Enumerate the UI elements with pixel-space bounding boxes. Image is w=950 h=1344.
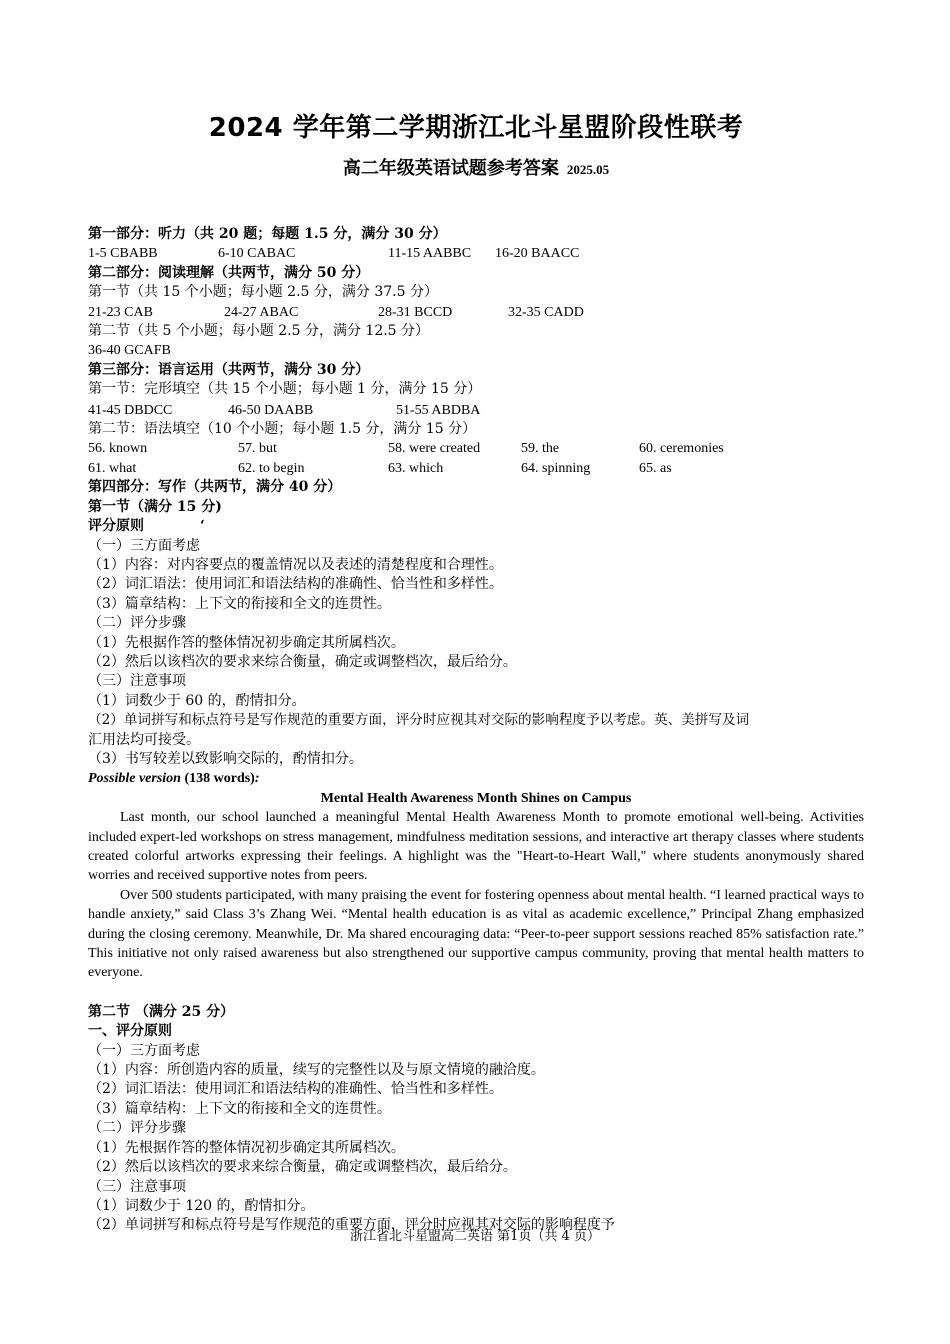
criteria-line: （二）评分步骤 xyxy=(88,615,186,632)
answer-item: 62. to begin xyxy=(238,460,305,476)
part3-sec2-heading: 第二节：语法填空（10 个小题；每小题 1.5 分，满分 15 分） xyxy=(88,421,477,438)
part3-sec1-heading: 第一节：完形填空（共 15 个小题；每小题 1 分，满分 15 分） xyxy=(88,381,482,398)
criteria-line: （1）先根据作答的整体情况初步确定其所属档次。 xyxy=(88,634,405,651)
criteria-line: （2）词汇语法：使用词汇和语法结构的准确性、恰当性和多样性。 xyxy=(88,576,503,593)
answer-group: 21-23 CAB xyxy=(88,304,153,320)
criteria-line: （3）书写较差以致影响交际的，酌情扣分。 xyxy=(88,750,363,767)
part3-heading: 第三部分：语言运用（共两节，满分 30 分） xyxy=(88,361,370,378)
answers-block xyxy=(88,225,864,1236)
criteria-line: （3）篇章结构：上下文的衔接和全文的连贯性。 xyxy=(88,595,391,612)
part4-sec1-heading: 第一节（满分 15 分) xyxy=(88,498,222,515)
criteria-line: （1）词数少于 60 的，酌情扣分。 xyxy=(88,692,306,709)
answer-item: 57. but xyxy=(238,441,277,457)
criteria-line: 汇用法均可接受。 xyxy=(88,731,200,748)
part2-sec2-answers xyxy=(88,341,864,360)
answer-item: 60. ceremonies xyxy=(639,441,724,457)
answer-key-page xyxy=(88,108,864,1236)
answer-item: 59. the xyxy=(521,441,560,457)
answer-group: 51-55 ABDBA xyxy=(396,402,481,418)
criteria-line: （2）词汇语法：使用词汇和语法结构的准确性、恰当性和多样性。 xyxy=(88,1081,503,1098)
part2-sec1-heading: 第一节（共 15 个小题；每小题 2.5 分，满分 37.5 分） xyxy=(88,284,438,301)
part3-sec2-row1 xyxy=(88,439,864,458)
essay-paragraph-1: Last month, our school launched a meaningful Mental Health Awareness Month to promote emotional well-being. Activities included expert-led workshops on stress management, mindfulness meditation sessions, and interactive art therapy classes where students created colorful artworks expressing their feelings. A highlight was the "Heart-to-Heart Wall," where students anonymously shared worries and received supportive notes from peers. xyxy=(88,810,864,884)
word-count: (138 words) xyxy=(184,771,255,787)
part3-sec2-row2 xyxy=(88,459,864,478)
answer-item: 64. spinning xyxy=(521,460,591,476)
answer-group: 1-5 CBABB xyxy=(88,246,158,262)
part4-heading: 第四部分：写作（共两节，满分 40 分） xyxy=(88,479,342,496)
answer-group: 32-35 CADD xyxy=(508,304,584,320)
criteria-line: （2）然后以该档次的要求来综合衡量，确定或调整档次，最后给分。 xyxy=(88,1159,517,1176)
answer-group: 41-45 DBDCC xyxy=(88,402,173,418)
part2-heading: 第二部分：阅读理解（共两节，满分 50 分） xyxy=(88,264,370,281)
page-subtitle xyxy=(88,154,864,185)
part3-sec1-answers xyxy=(88,401,864,420)
answer-group: 36-40 GCAFB xyxy=(88,343,171,359)
criteria-line: （1）内容：对内容要点的覆盖情况以及表述的清楚程度和合理性。 xyxy=(88,556,503,573)
part4-sec2-heading: 第二节 （满分 25 分） xyxy=(88,1003,235,1020)
part2-sec2-heading: 第二节（共 5 个小题；每小题 2.5 分，满分 12.5 分） xyxy=(88,323,430,340)
answer-group: 46-50 DAABB xyxy=(228,402,314,418)
part2-sec1-answers xyxy=(88,303,864,322)
possible-version-text: Possible version xyxy=(88,771,181,787)
criteria-line: （2）然后以该档次的要求来综合衡量，确定或调整档次，最后给分。 xyxy=(88,653,517,670)
possible-colon: : xyxy=(254,771,260,787)
essay-title: Mental Health Awareness Month Shines on Campus xyxy=(320,790,632,806)
exam-date: 2025.05 xyxy=(566,162,610,177)
answer-group: 28-31 BCCD xyxy=(378,304,453,320)
criteria-line: （3）篇章结构：上下文的衔接和全文的连贯性。 xyxy=(88,1100,391,1117)
criteria-line: （1）词数少于 120 的，酌情扣分。 xyxy=(88,1197,315,1214)
page-footer: 浙江省北斗星盟高二英语 第1页（共 4 页） xyxy=(350,1229,600,1244)
criteria-line: （2）单词拼写和标点符号是写作规范的重要方面，评分时应视其对交际的影响程度予 xyxy=(88,1217,615,1234)
part1-heading: 第一部分：听力（共 20 题；每题 1.5 分，满分 30 分） xyxy=(88,226,447,242)
part4-sec1-principle xyxy=(88,517,864,536)
answer-item: 65. as xyxy=(639,460,672,476)
part1-answers xyxy=(88,244,864,263)
answer-group: 16-20 BAACC xyxy=(495,246,580,262)
answer-group: 11-15 AABBC xyxy=(388,246,472,262)
answer-group: 6-10 CABAC xyxy=(218,246,296,262)
essay-paragraph-2: Over 500 students participated, with many praising the event for fostering openness about mental health. “I learned practical ways to handle anxiety,” said Class 3’s Zhang Wei. “Mental health education is as vital as academic excellence,” Principal Zhang emphasized during the closing ceremony. Meanwhile, Dr. Ma shared encouraging data: “Peer-to-peer support sessions reached 85% satisfaction rate.” This initiative not only raised awareness but also strengthened our supportive campus community, proving that mental health matters to everyone. xyxy=(88,887,864,981)
answer-group: 24-27 ABAC xyxy=(224,304,299,320)
criteria-line: （三）注意事项 xyxy=(88,673,186,690)
criteria-line: （1）内容：所创造内容的质量，续写的完整性以及与原文情境的融洽度。 xyxy=(88,1062,545,1079)
part4-sec2-principle: 一、评分原则 xyxy=(88,1023,172,1040)
possible-version-label xyxy=(88,769,864,788)
answer-item: 56. known xyxy=(88,441,148,457)
criteria-line: （一）三方面考虑 xyxy=(88,1042,200,1059)
criteria-line: （1）先根据作答的整体情况初步确定其所属档次。 xyxy=(88,1139,405,1156)
criteria-line: （2）单词拼写和标点符号是写作规范的重要方面，评分时应视其对交际的影响程度予以考虑。英、美拼写及词 xyxy=(88,712,750,729)
principle-label: 评分原则 xyxy=(88,518,144,535)
answer-item: 63. which xyxy=(388,460,444,476)
answer-item: 61. what xyxy=(88,460,137,476)
principle-mark: ‘ xyxy=(200,518,205,535)
criteria-line: （三）注意事项 xyxy=(88,1178,186,1195)
page-title: 2024 学年第二学期浙江北斗星盟阶段性联考 xyxy=(208,113,744,143)
subtitle-text: 高二年级英语试题参考答案 xyxy=(342,158,559,179)
answer-item: 58. were created xyxy=(388,441,481,457)
criteria-line: （二）评分步骤 xyxy=(88,1120,186,1137)
criteria-line: （一）三方面考虑 xyxy=(88,537,200,554)
